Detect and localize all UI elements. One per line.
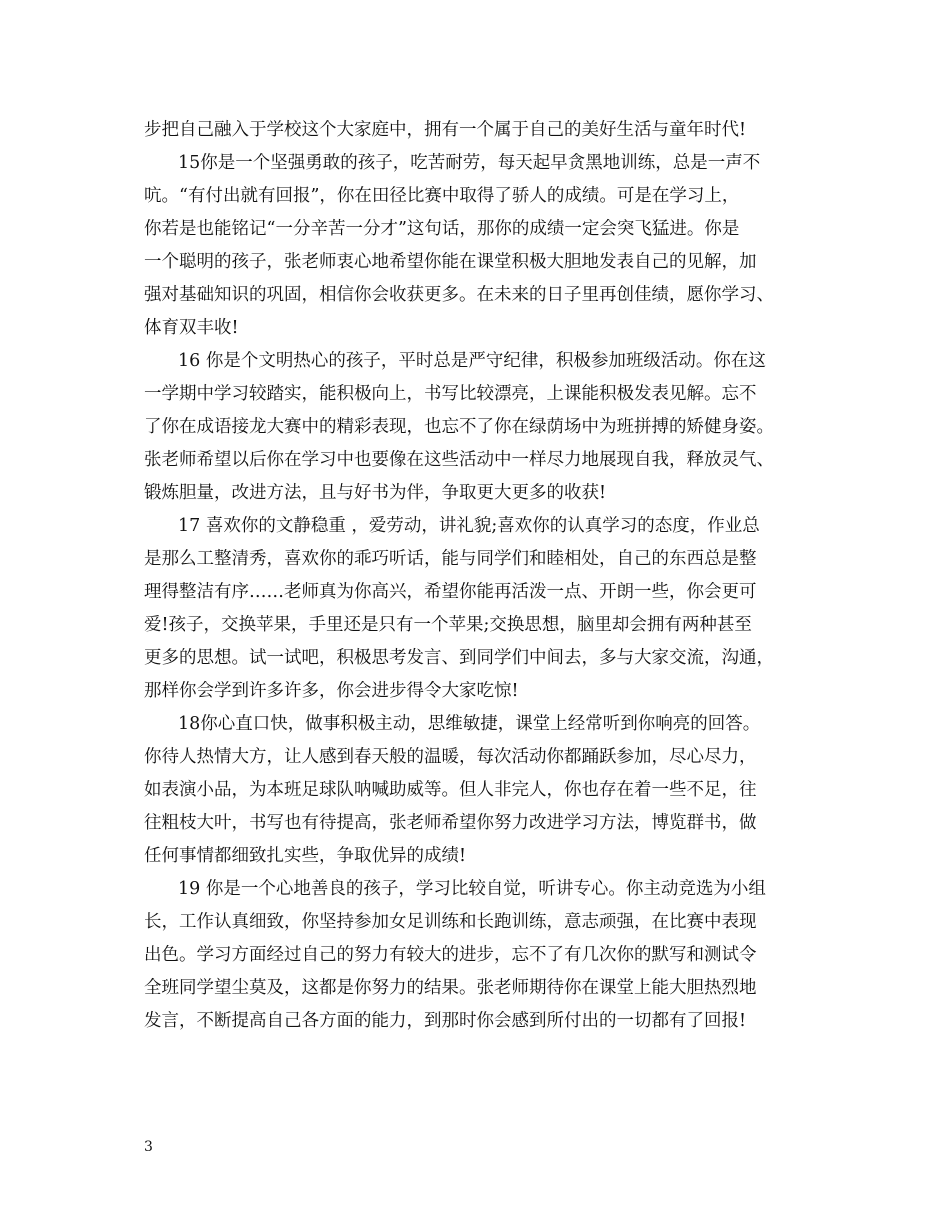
text-line: 你若是也能铭记“一分辛苦一分才”这句话，那你的成绩一定会突飞猛进。你是: [144, 219, 740, 239]
text-line: 发言，不断提高自己各方面的能力，到那时你会感到所付出的一切都有了回报!: [144, 1011, 747, 1031]
paragraph-18-start: 18你心直口快，做事积极主动，思维敏捷，课堂上经常听到你响亮的回答。: [178, 714, 761, 734]
text-line: 强对基础知识的巩固，相信你会收获更多。在未来的日子里再创佳绩，愿你学习、: [144, 285, 774, 305]
text-line: 如表演小品，为本班足球队呐喊助威等。但人非完人，你也存在着一些不足，往: [144, 780, 757, 800]
text-line: 吭。“有付出就有回报”，你在田径比赛中取得了骄人的成绩。可是在学习上，: [144, 186, 740, 206]
text-line: 往粗枝大叶，书写也有待提高，张老师希望你努力改进学习方法，博览群书，做: [144, 813, 757, 833]
paragraph-16-start: 16 你是个文明热心的孩子，平时总是严守纪律，积极参加班级活动。你在这: [178, 351, 766, 371]
text-line: 出色。学习方面经过自己的努力有较大的进步，忘不了有几次你的默写和测试令: [144, 945, 757, 965]
text-line: 那样你会学到许多许多，你会进步得令大家吃惊!: [144, 681, 519, 701]
text-line: 全班同学望尘莫及，这都是你努力的结果。张老师期待你在课堂上能大胆热烈地: [144, 978, 757, 998]
text-line: 理得整洁有序……老师真为你高兴，希望你能再活泼一点、开朗一些，你会更可: [144, 582, 757, 602]
text-line: 体育双丰收!: [144, 318, 239, 338]
text-line: 爱!孩子，交换苹果，手里还是只有一个苹果;交换思想，脑里却会拥有两种甚至: [144, 615, 752, 635]
paragraph-19-start: 19 你是一个心地善良的孩子，学习比较自觉，听讲专心。你主动竞选为小组: [178, 879, 766, 899]
text-line: 任何事情都细致扎实些，争取优异的成绩!: [144, 846, 467, 866]
text-line: 了你在成语接龙大赛中的精彩表现，也忘不了你在绿荫场中为班拼搏的矫健身姿。: [144, 417, 774, 437]
text-line: 步把自己融入于学校这个大家庭中，拥有一个属于自己的美好生活与童年时代!: [144, 120, 747, 140]
paragraph-15-start: 15你是一个坚强勇敢的孩子，吃苦耐劳，每天起早贪黑地训练，总是一声不: [178, 153, 761, 173]
text-line: 是那么工整清秀，喜欢你的乖巧听话，能与同学们和睦相处，自己的东西总是整: [144, 549, 757, 569]
text-line: 锻炼胆量，改进方法，且与好书为伴，争取更大更多的收获!: [144, 483, 607, 503]
text-line: 更多的思想。试一试吧，积极思考发言、到同学们中间去，多与大家交流，沟通，: [144, 648, 774, 668]
text-line: 你待人热情大方，让人感到春天般的温暖，每次活动你都踊跃参加，尽心尽力，: [144, 747, 757, 767]
text-line: 一个聪明的孩子，张老师衷心地希望你能在课堂积极大胆地发表自己的见解，加: [144, 252, 757, 272]
page-number: 3: [144, 1139, 153, 1155]
text-line: 张老师希望以后你在学习中也要像在这些活动中一样尽力地展现自我，释放灵气、: [144, 450, 774, 470]
paragraph-17-start: 17 喜欢你的文静稳重 ，爱劳动，讲礼貌;喜欢你的认真学习的态度，作业总: [178, 516, 760, 536]
text-line: 长，工作认真细致，你坚持参加女足训练和长跑训练，意志顽强，在比赛中表现: [144, 912, 757, 932]
text-line: 一学期中学习较踏实，能积极向上，书写比较漂亮，上课能积极发表见解。忘不: [144, 384, 757, 404]
